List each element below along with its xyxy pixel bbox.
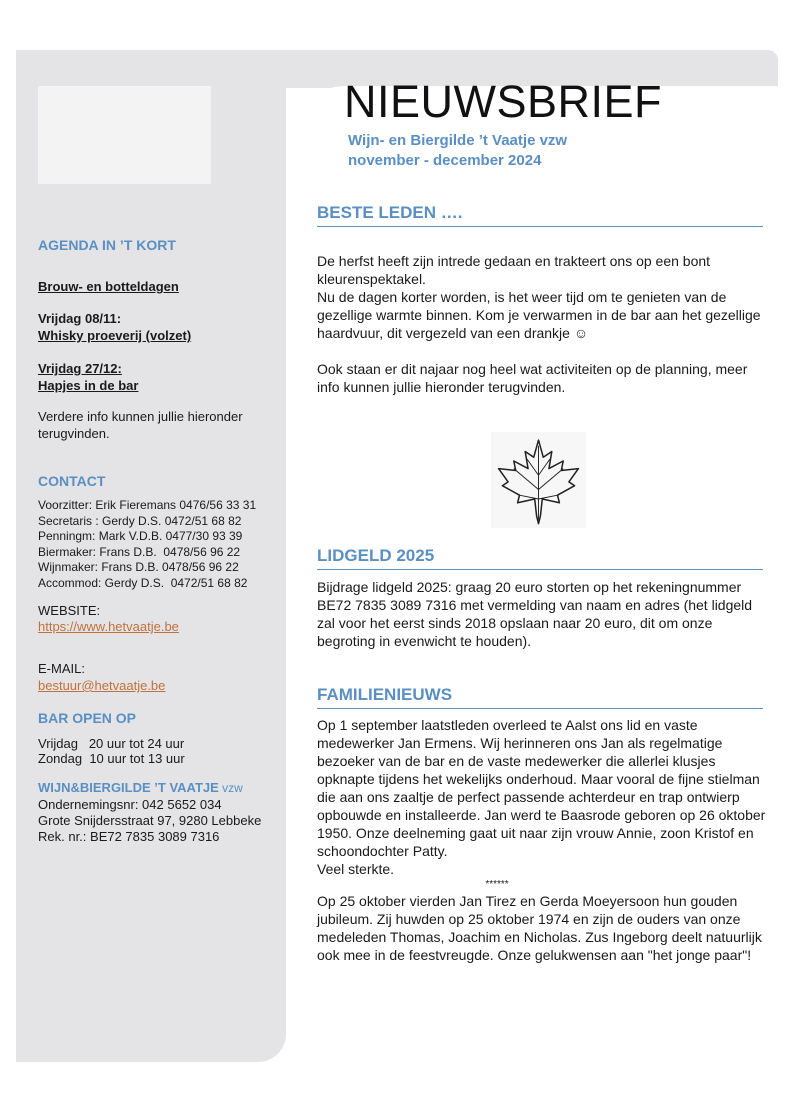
familienieuws-text bbox=[317, 716, 767, 964]
bar-hours-line: Zondag 10 uur tot 13 uur bbox=[38, 751, 185, 766]
maple-leaf-icon bbox=[491, 432, 586, 528]
logo-placeholder bbox=[38, 86, 211, 184]
org-line: Rek. nr.: BE72 7835 3089 7316 bbox=[38, 829, 220, 844]
agenda-item-hapjes: Hapjes in de bar bbox=[38, 378, 139, 393]
org-subtitle: Wijn- en Biergilde ’t Vaatje vzw bbox=[348, 132, 568, 149]
bar-open-heading: BAR OPEN OP bbox=[38, 710, 137, 726]
familie-p1b: Veel sterkte. bbox=[317, 861, 395, 877]
agenda-note: Verdere info kunnen jullie hieronder terugvinden. bbox=[38, 409, 243, 441]
contact-line: Secretaris : Gerdy D.S. 0472/51 68 82 bbox=[38, 513, 242, 528]
bar-hours-line: Vrijdag 20 uur tot 24 uur bbox=[38, 736, 185, 751]
beste-p3: Ook staan er dit najaar nog heel wat activiteiten op de planning, meer info kunnen jullie hieronder terugvinden. bbox=[317, 361, 748, 395]
org-suffix: vzw bbox=[218, 781, 243, 795]
contact-line: Wijnmaker: Frans D.B. 0478/56 96 22 bbox=[38, 560, 239, 574]
agenda-item-whisky-date: Vrijdag 08/11: bbox=[38, 311, 122, 326]
contact-line: Accommod: Gerdy D.S. 0472/51 68 82 bbox=[38, 575, 248, 590]
lidgeld-heading: LIDGELD 2025 bbox=[317, 545, 763, 570]
org-line: Ondernemingsnr: 042 5652 034 bbox=[38, 797, 222, 812]
contact-line: Voorzitter: Erik Fieremans 0476/56 33 31 bbox=[38, 498, 257, 512]
agenda-item-brouwdagen: Brouw- en botteldagen bbox=[38, 279, 179, 294]
contact-heading: CONTACT bbox=[38, 473, 106, 489]
agenda-heading: AGENDA IN ’T KORT bbox=[38, 237, 176, 253]
email-label: E-MAIL: bbox=[38, 661, 85, 676]
org-name bbox=[38, 779, 243, 797]
email-link[interactable]: bestuur@hetvaatje.be bbox=[38, 678, 166, 693]
beste-p1: De herfst heeft zijn intrede gedaan en trakteert ons op een bont kleurenspektakel. bbox=[317, 253, 711, 287]
org-name-text: WIJN&BIERGILDE ’T VAATJE bbox=[38, 780, 219, 795]
familienieuws-heading: FAMILIENIEUWS bbox=[317, 684, 763, 709]
agenda-item-hapjes-date: Vrijdag 27/12: bbox=[38, 361, 122, 376]
website-label: WEBSITE: bbox=[38, 603, 101, 618]
familie-p1: Op 1 september laatstleden overleed te Aalst ons lid en vaste medewerker Jan Ermens. Wij herinneren ons Jan als regelmatige bezoeker van de bar en de vaste medewerker die allerlei klusjes opknapte tijdens het wekelijks onderhoud. Maar vooral de fijne stielman die aan ons zaaltje de perfect passende achterdeur en trap ontwierp opbouwde en installeerde. Jan werd te Baasrode geboren op 26 oktober 1950. Onze deelneming gaat uit naar zijn vrouw Annie, zoon Kristof en schoondochter Patty. bbox=[317, 717, 766, 859]
separator-stars: ****** bbox=[485, 879, 509, 890]
agenda-item-whisky: Whisky proeverij (volzet) bbox=[38, 328, 192, 343]
period-subtitle: november - december 2024 bbox=[348, 152, 542, 169]
familie-p2: Op 25 oktober vierden Jan Tirez en Gerda Moeyersoon hun gouden jubileum. Zij huwden op 25 oktober 1974 en zijn de ouders van onze medeleden Thomas, Joachim en Nicholas. Zus Ingeborg deelt natuurlijk ook mee in de feestvreugde. Onze gelukwensen aan "het jonge paar"! bbox=[317, 893, 762, 963]
beste-p2: Nu de dagen korter worden, is het weer tijd om te genieten van de gezellige warmte binnen. Kom je verwarmen in de bar aan het gezellige haardvuur, dit vergezeld van een drankje ☺ bbox=[317, 289, 761, 341]
contact-line: Penningm: Mark V.D.B. 0477/30 93 39 bbox=[38, 529, 243, 543]
contact-line: Biermaker: Frans D.B. 0478/56 96 22 bbox=[38, 544, 241, 559]
lidgeld-text: Bijdrage lidgeld 2025: graag 20 euro storten op het rekeningnummer BE72 7835 3089 7316 met vermelding van naam en adres (het lidgeld zal voor het eerst sinds 2018 opslaan naar 20 euro, dit om onze begroting in evenwicht te houden). bbox=[317, 579, 753, 649]
beste-leden-heading: BESTE LEDEN …. bbox=[317, 202, 763, 227]
org-line: Grote Snijdersstraat 97, 9280 Lebbeke bbox=[38, 813, 262, 828]
beste-leden-text bbox=[317, 252, 767, 396]
website-link[interactable]: https://www.hetvaatje.be bbox=[38, 619, 179, 634]
paragraph-gap bbox=[317, 342, 767, 360]
newsletter-title: NIEUWSBRIEF bbox=[344, 76, 663, 127]
